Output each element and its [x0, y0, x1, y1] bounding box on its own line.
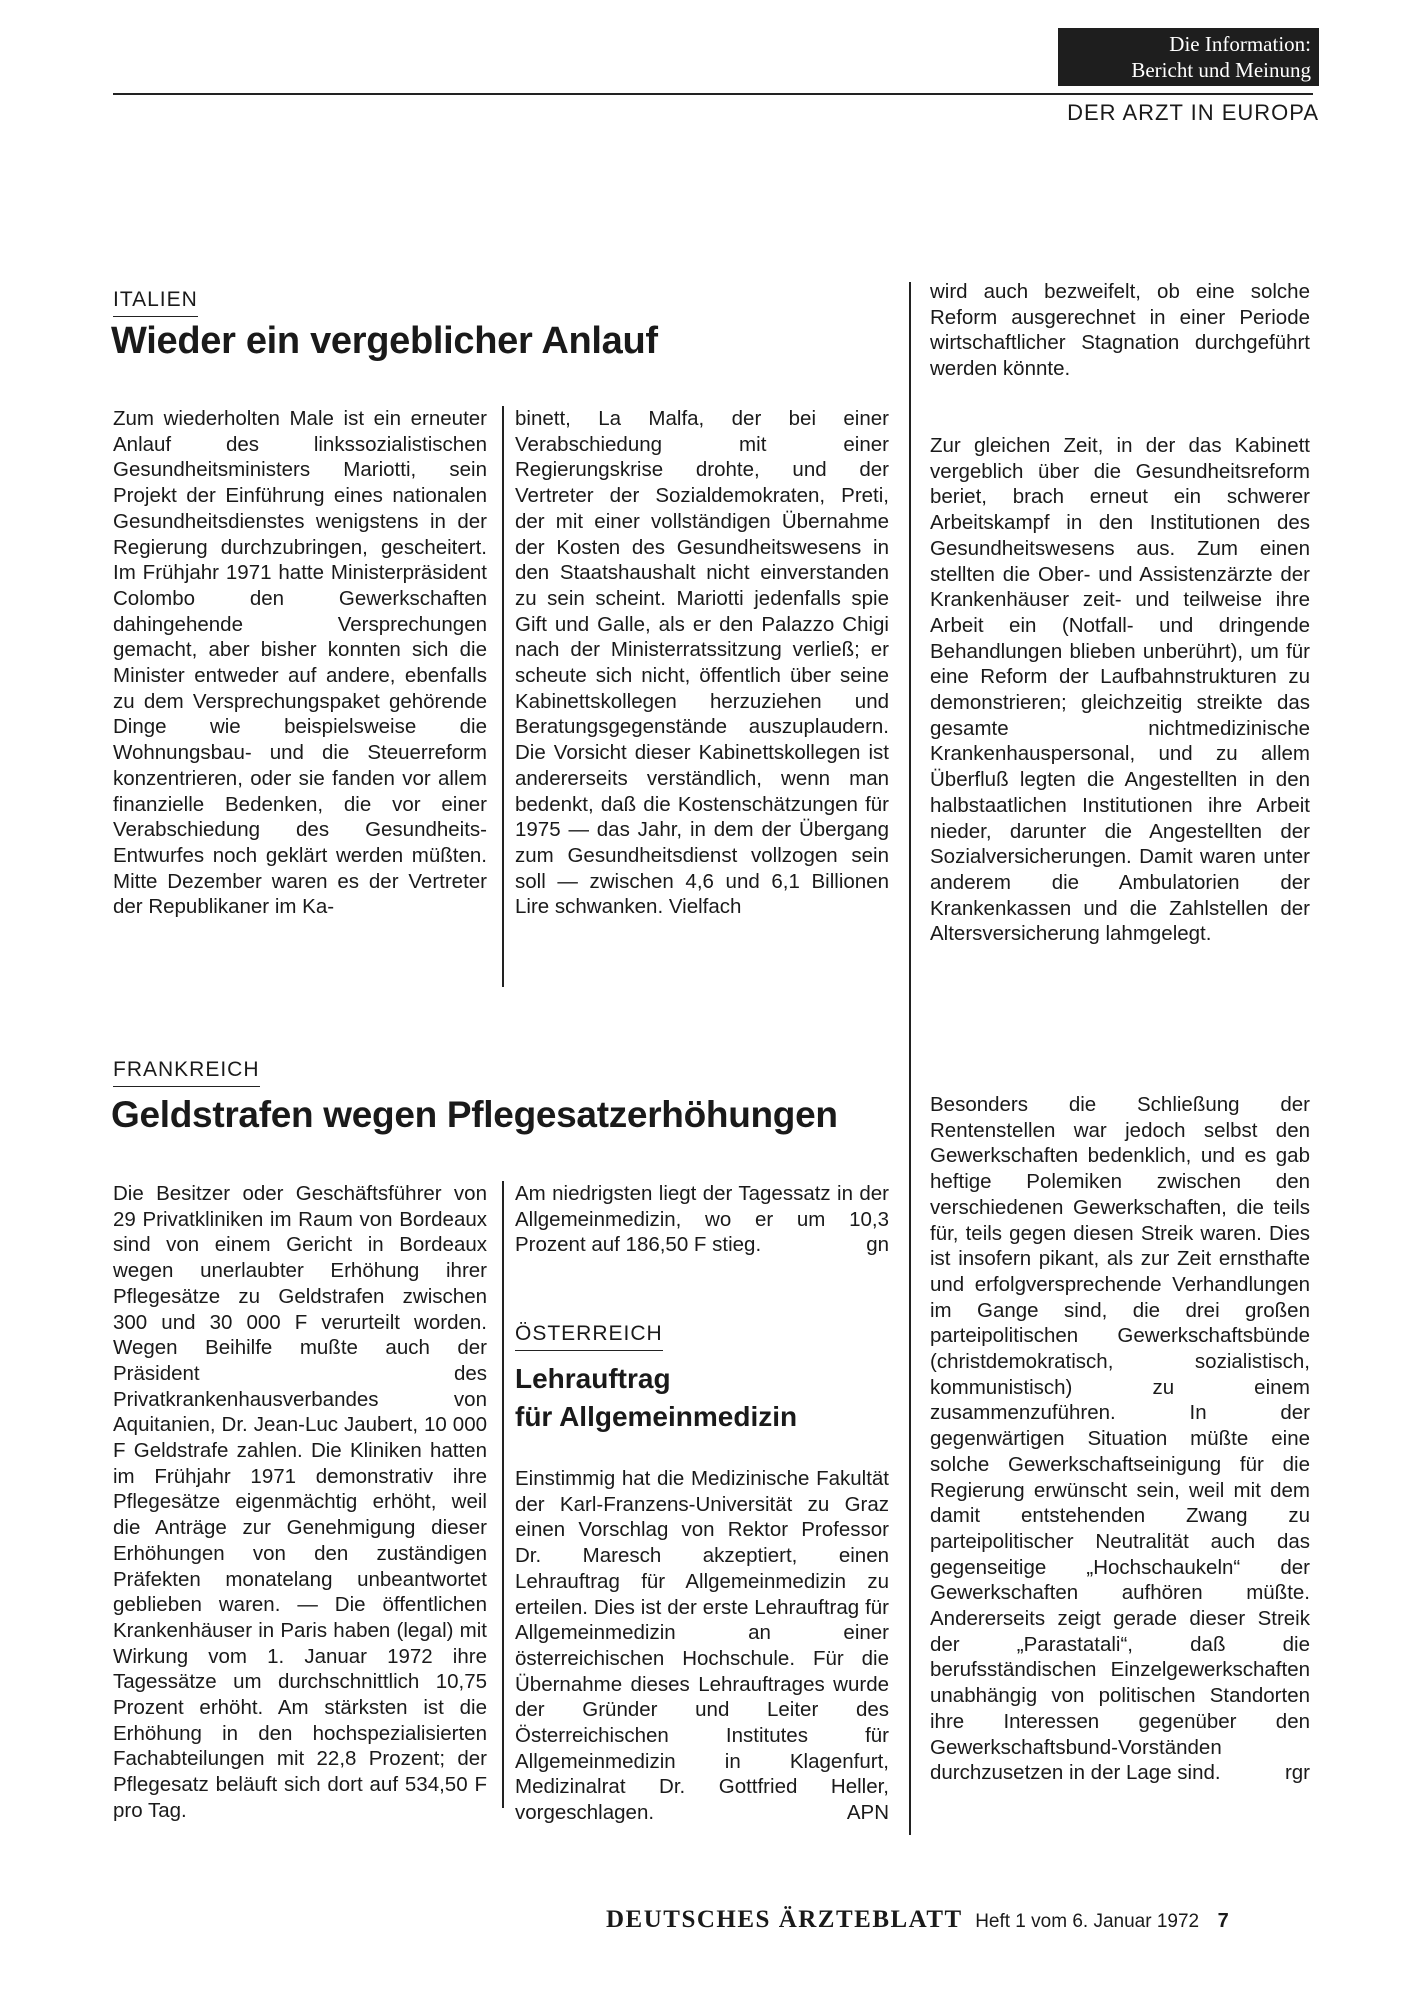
frankreich-column-2: [515, 1181, 889, 1258]
italien-paragraph-text: Besonders die Schließung der Rentenstellen war jedoch selbst den Gewerkschaften bedenklich, und es gab heftige Polemiken zwischen den verschiedenen Gewerkschaften, die teils für, teils gegen diesen Streik waren. Dies ist insofern pikant, als zur Zeit ernsthafte und erfolgversprechende Verhandlungen im Gange sind, die drei großen parteipolitischen Gewerkschaftsbünde (christdemokratisch, sozialistisch, kommunistisch) zu einem zusammenzuführen. In der gegenwärtigen Situation müßte eine solche Gewerkschaftseinigung für die Regierung erwünscht sein, weil mit dem damit entstehenden Zwang zu parteipolitischer Neutralität auch das gegenseitige „Hochschaukeln“ der Gewerkschaften aufhören müßte. Andererseits zeigt gerade dieser Streik der „Parastatali“, daß die berufsständischen Einzelgewerkschaften unabhängig von politischen Standorten ihre Interessen gegenüber den Gewerkschaftsbund-Vorständen durchzusetzen in der Lage sind.: [930, 1093, 1310, 1785]
header-rule: [113, 93, 1313, 95]
frankreich-headline: Geldstrafen wegen Pflegesatzerhöhungen: [111, 1094, 838, 1135]
page-footer: [606, 1906, 1229, 1934]
frankreich-kicker: FRANKREICH: [113, 1058, 260, 1087]
publication-name: DEUTSCHES ÄRZTEBLATT: [606, 1906, 963, 1933]
italien-column-3b: [930, 433, 1310, 947]
italien-paragraph: wird auch bezweifelt, ob eine solche Reform ausgerechnet in einer Periode wirtschaftlicher Stagnation durchgeführt werden könnte.: [930, 280, 1310, 381]
oesterreich-paragraph-text: Einstimmig hat die Medizinische Fakultät der Karl-Franzens-Universität zu Graz einen Vorschlag von Rektor Professor Dr. Maresch akzeptiert, einen Lehrauftrag für Allgemeinmedizin zu erteilen. Dies ist der erste Lehrauftrag für Allgemeinmedizin an einer österreichischen Hochschule. Für die Übernahme dieses Lehrauftrages wurde der Gründer und Leiter des Österreichischen Institutes für Allgemeinmedizin in Klagenfurt, Medizinalrat Dr. Gottfried Heller, vorgeschlagen.: [515, 1467, 889, 1825]
section-title: DER ARZT IN EUROPA: [1067, 100, 1319, 125]
frankreich-paragraph: [515, 1181, 889, 1258]
italien-paragraph: Zum wiederholten Male ist ein erneuter Anlauf des linkssozialistischen Gesundheitsministers Mariotti, sein Projekt der Einführung eines nationalen Gesundheitsdienstes wenigstens in der Regierung durchzubringen, gescheitert. Im Frühjahr 1971 hatte Ministerpräsident Colombo den Gewerkschaften dahingehende Versprechungen gemacht, aber bisher konnten sich die Minister entweder auf andere, ebenfalls zu dem Versprechungspaket gehörende Dinge wie beispielsweise die Wohnungsbau- und die Steuerreform konzentrieren, oder sie fanden vor allem finanzielle Bedenken, die vor einer Verabschiedung des Gesundheits-Entwurfes noch geklärt werden müßten. Mitte Dezember waren es der Vertreter der Republikaner im Ka-: [113, 407, 487, 919]
page-number: 7: [1217, 1910, 1229, 1932]
frankreich-signature: gn: [866, 1233, 889, 1257]
oesterreich-column: [515, 1466, 889, 1826]
frankreich-column-1: [113, 1181, 487, 1824]
column-rule: [502, 1181, 504, 1808]
column-rule: [909, 282, 911, 1835]
italien-kicker: ITALIEN: [113, 288, 198, 317]
italien-column-3c: [930, 1092, 1310, 1786]
issue-info: Heft 1 vom 6. Januar 1972: [975, 1911, 1200, 1932]
oesterreich-headline: [515, 1360, 797, 1436]
frankreich-paragraph-text: Am niedrigsten liegt der Tagessatz in der Allgemeinmedizin, wo er um 10,3 Prozent auf 186,50 F stieg.: [515, 1182, 889, 1257]
italien-headline: Wieder ein vergeblicher Anlauf: [111, 320, 658, 362]
section-badge: [1058, 28, 1319, 86]
frankreich-paragraph: Die Besitzer oder Geschäftsführer von 29 Privatkliniken im Raum von Bordeaux sind von einem Gericht in Bordeaux wegen unerlaubter Erhöhung ihrer Pflegesätze zu Geldstrafen zwischen 300 und 30 000 F verurteilt worden. Wegen Beihilfe mußte auch der Präsident des Privatkrankenhausverbandes von Aquitanien, Dr. Jean-Luc Jaubert, 10 000 F Geldstrafe zahlen. Die Kliniken hatten im Frühjahr 1971 demonstrativ ihre Pflegesätze eigenmächtig erhöht, weil die Anträge zur Genehmigung dieser Erhöhungen von den zuständigen Präfekten monatelang unbeantwortet geblieben waren. — Die öffentlichen Krankenhäuser in Paris haben (legal) mit Wirkung vom 1. Januar 1972 ihre Tagessätze um durchschnittlich 10,75 Prozent erhöht. Am stärksten ist die Erhöhung in den hochspezialisierten Fachabteilungen mit 22,8 Prozent; der Pflegesatz beläuft sich dort auf 534,50 F pro Tag.: [113, 1182, 487, 1822]
oesterreich-paragraph: [515, 1466, 889, 1826]
oesterreich-signature: APN: [846, 1801, 889, 1825]
badge-line-2: Bericht und Meinung: [1131, 58, 1311, 82]
italien-column-1: [113, 406, 487, 920]
oesterreich-kicker: ÖSTERREICH: [515, 1322, 663, 1351]
badge-line-1: Die Information:: [1169, 32, 1311, 56]
oesterreich-headline-line-1: Lehrauftrag: [515, 1363, 671, 1394]
italien-column-3: [930, 279, 1310, 382]
column-rule: [502, 406, 504, 987]
italien-paragraph: [930, 1092, 1310, 1786]
italien-column-2: [515, 406, 889, 920]
italien-signature: rgr: [1284, 1761, 1310, 1785]
italien-paragraph: binett, La Malfa, der bei einer Verabschiedung mit einer Regierungskrise drohte, und der Vertreter der Sozialdemokraten, Preti, der mit einer vollständigen Übernahme der Kosten des Gesundheitswesens in den Staatshaushalt nicht einverstanden zu sein scheint. Mariotti jedenfalls spie Gift und Galle, als er den Palazzo Chigi nach der Ministerratssitzung verließ; er scheute sich nicht, öffentlich über seine Kabinettskollegen herzuziehen und Beratungsgegenstände auszuplaudern. Die Vorsicht dieser Kabinettskollegen ist andererseits verständlich, wenn man bedenkt, daß die Kostenschätzungen für 1975 — das Jahr, in dem der Übergang zum Gesundheitsdienst vollzogen sein soll — zwischen 4,6 und 6,1 Billionen Lire schwanken. Vielfach: [515, 407, 889, 919]
oesterreich-headline-line-2: für Allgemeinmedizin: [515, 1401, 798, 1432]
italien-paragraph: Zur gleichen Zeit, in der das Kabinett vergeblich über die Gesundheitsreform beriet, brach erneut ein schwerer Arbeitskampf in den Institutionen des Gesundheitswesens aus. Zum einen stellten die Ober- und Assistenzärzte der Krankenhäuser zeit- und teilweise ihre Arbeit ein (Notfall- und dringende Behandlungen blieben unberührt), um für eine Reform der Laufbahnstrukturen zu demonstrieren; gleichzeitig streikte das gesamte nichtmedizinische Krankenhauspersonal, und zu allem Überfluß legten die Angestellten in den halbstaatlichen Institutionen ihre Arbeit nieder, darunter die Angestellten der Sozialversicherungen. Damit waren unter anderem die Ambulatorien der Krankenkassen und die Zahlstellen der Altersversicherung lahmgelegt.: [930, 434, 1310, 946]
